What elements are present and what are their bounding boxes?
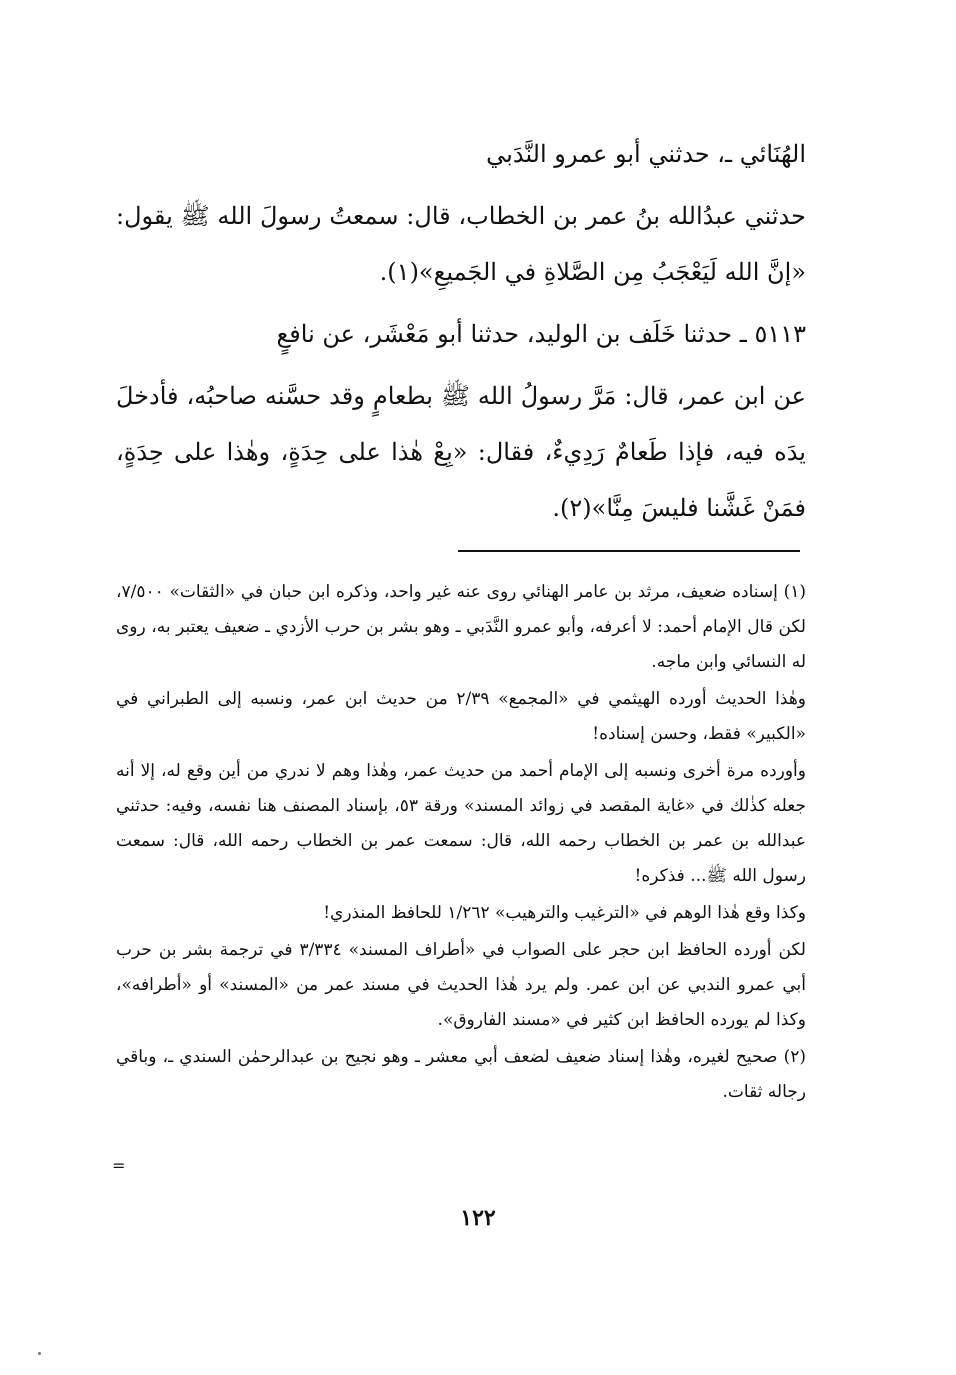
footnote-1-part-a: (١) إسناده ضعيف، مرثد بن عامر الهنائي روى عنه غير واحد، وذكره ابن حبان في «الثقات» ٧/٥٠٠، لكن قال الإمام أحمد: لا أعرفه، وأبو عمرو النَّدَبي ـ وهو بشر بن حرب الأزدي ـ ضعيف يعتبر به، روى له النسائي وابن ماجه. — [116, 582, 806, 672]
continuation-mark: = — [112, 1156, 126, 1175]
hadith-paragraph-1: حدثني عبدُالله بنُ عمر بن الخطاب، قال: سمعتُ رسولَ الله ﷺ يقول: «إنَّ الله لَيَعْجَبُ مِن الصَّلاةِ في الجَميعِ»(١). — [116, 202, 806, 286]
footnote-1-part-e: لكن أورده الحافظ ابن حجر على الصواب في «أطراف المسند» ٣/٣٣٤ في ترجمة بشر بن حرب أبي عمرو الندبي عن ابن عمر. ولم يرد هٰذا الحديث في مسند عمر من «المسند» أو «أطرافه»، وكذا لم يورده الحافظ ابن كثير في «مسند الفاروق». — [116, 940, 806, 1030]
footnotes — [116, 575, 806, 1112]
footnote-separator — [458, 550, 800, 552]
footnote-2: (٢) صحيح لغيره، وهٰذا إسناد ضعيف لضعف أبي معشر ـ وهو نجيح بن عبدالرحمٰن السندي ـ، وباقي رجاله ثقات. — [116, 1047, 806, 1102]
footnote-1-part-d: وكذا وقع هٰذا الوهم في «الترغيب والترهيب» ١/٢٦٢ للحافظ المنذري! — [323, 903, 806, 923]
scan-speck — [38, 1352, 41, 1355]
hadith-5113-chain: ٥١١٣ ـ حدثنا خَلَف بن الوليد، حدثنا أبو مَعْشَر، عن نافعٍ — [276, 320, 806, 348]
hadith-5113-text: عن ابن عمر، قال: مَرَّ رسولُ الله ﷺ بطعامٍ وقد حسَّنه صاحبُه، فأدخلَ يدَه فيه، فإذا طَعامٌ رَدِيءٌ، فقال: «بِعْ هٰذا على حِدَةٍ، وهٰذا على حِدَةٍ، فمَنْ غَشَّنا فليسَ مِنَّا»(٢). — [116, 382, 806, 522]
footnote-1-part-c: وأورده مرة أخرى ونسبه إلى الإمام أحمد من حديث عمر، وهٰذا وهم لا ندري من أين وقع له، إلا أنه جعله كذٰلك في «غاية المقصد في زوائد المسند» ورقة ٥٣، بإسناد المصنف هنا نفسه، وفيه: حدثني عبدالله بن عمر بن الخطاب رحمه الله، قال: سمعت عمر بن الخطاب رحمه الله، قال: سمعت رسول الله ﷺ... فذكره! — [116, 761, 806, 886]
main-text — [116, 126, 806, 542]
footnote-1-part-b: وهٰذا الحديث أورده الهيثمي في «المجمع» ٢/٣٩ من حديث ابن عمر، ونسبه إلى الطبراني في «الكبير» فقط، وحسن إسناده! — [116, 689, 806, 744]
main-text-line-1: الهُنَائي ـ، حدثني أبو عمرو النَّدَبي — [486, 140, 806, 168]
page-number: ١٢٢ — [460, 1205, 496, 1231]
